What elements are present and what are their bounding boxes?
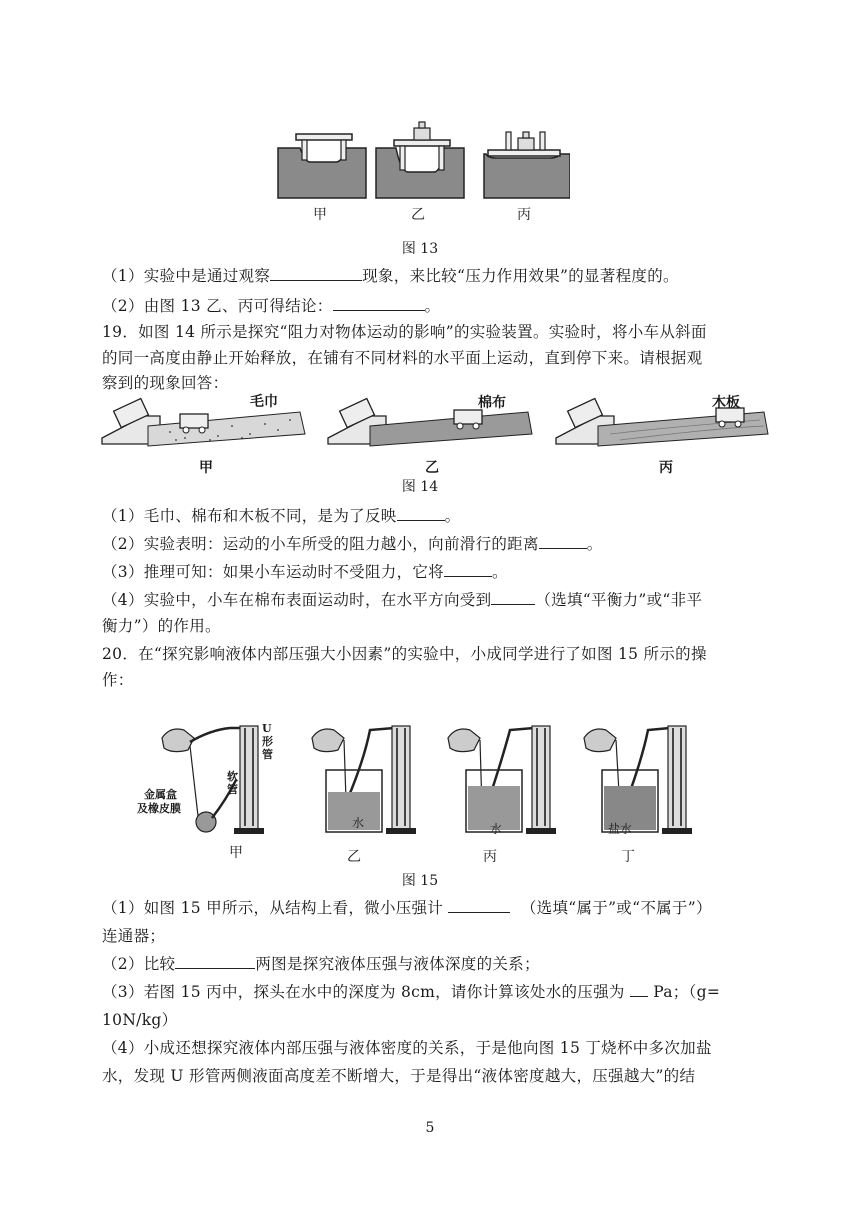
fig13-caption: 图 13 — [401, 241, 439, 257]
q19-intro-1: 19．如图 14 所示是探究“阻力对物体运动的影响”的实验装置。实验时，将小车从斜面 — [102, 323, 707, 341]
fig15-label-ding: 丁 — [621, 849, 635, 865]
fig13-sponge-bing — [484, 132, 570, 198]
fig13-sponge-jia — [278, 134, 366, 198]
fig15-label-bing: 丙 — [483, 849, 497, 865]
fig14-surface-cotton: 棉布 — [478, 395, 506, 411]
q19-intro-3: 察到的现象回答： — [102, 374, 229, 392]
blank[interactable] — [175, 952, 255, 969]
figure-14 — [100, 394, 770, 456]
blank[interactable] — [270, 264, 362, 281]
fig14-label-bing: 丙 — [659, 460, 673, 476]
q18-part1: （1）实验中是通过观察 现象，来比较“压力作用效果”的显著程度的。 — [102, 264, 679, 288]
q20-part1-cont: 连通器； — [102, 927, 166, 945]
q20-part4-line1: （4）小成还想探究液体内部压强与液体密度的关系，于是他向图 15 丁烧杯中多次加盐 — [102, 1039, 712, 1057]
q20-intro-2: 作： — [102, 671, 134, 689]
blank[interactable] — [444, 560, 492, 577]
q20-part4-line2: 水，发现 U 形管两侧液面高度差不断增大，于是得出“液体密度越大，压强越大”的结 — [102, 1067, 696, 1085]
fig15-label-yi: 乙 — [347, 849, 361, 865]
q19-part4: （4）实验中，小车在棉布表面运动时，在水平方向受到 （选填“平衡力”或“非平 — [102, 588, 702, 612]
q19-part3: （3）推理可知：如果小车运动时不受阻力，它将 。 — [102, 560, 508, 584]
blank[interactable] — [333, 294, 425, 311]
fig15-liquid-ding: 盐水 — [608, 822, 633, 836]
fig14-label-jia: 甲 — [199, 460, 213, 476]
q20-part3: （3）若图 15 丙中，探头在水中的深度为 8cm，请你计算该处水的压强为 Pa；（g= — [102, 980, 720, 1004]
fig15-liquid-yi: 水 — [352, 816, 365, 830]
blank[interactable] — [397, 504, 445, 521]
q19-part4-cont: 衡力”）的作用。 — [102, 617, 221, 635]
fig13-sponge-yi — [376, 122, 464, 198]
fig15-hose-label: 软管 — [227, 770, 238, 796]
fig15-setup-jia — [162, 726, 264, 834]
q20-part2: （2）比较 两图是探究液体压强与液体深度的关系； — [102, 952, 540, 976]
fig15-label-jia: 甲 — [229, 845, 243, 861]
q18-part2: （2）由图 13 乙、丙可得结论： 。 — [102, 294, 440, 318]
blank[interactable] — [539, 532, 587, 549]
fig14-caption: 图 14 — [401, 479, 439, 495]
q19-intro-2: 的同一高度由静止开始释放，在铺有不同材料的水平面上运动，直到停下来。请根据观 — [102, 349, 703, 367]
fig14-surface-wood: 木板 — [712, 395, 740, 411]
blank[interactable] — [448, 896, 510, 913]
page-number: 5 — [425, 1120, 435, 1136]
fig15-setup-bing — [448, 726, 556, 834]
blank[interactable] — [491, 588, 535, 605]
fig14-label-yi: 乙 — [425, 460, 439, 476]
blank[interactable] — [630, 980, 648, 997]
fig15-utube-label: U形管 — [262, 722, 273, 761]
figure-13 — [270, 118, 570, 200]
q20-part1: （1）如图 15 甲所示，从结构上看，微小压强计 （选填“属于”或“不属于”） — [102, 896, 712, 920]
fig15-caption: 图 15 — [401, 873, 439, 889]
fig13-label-bing: 丙 — [517, 207, 531, 223]
q19-part1: （1）毛巾、棉布和木板不同，是为了反映 。 — [102, 504, 460, 528]
fig15-probe-label-1: 金属盒 — [144, 788, 177, 801]
q19-part2: （2）实验表明：运动的小车所受的阻力越小，向前滑行的距离 。 — [102, 532, 603, 556]
fig13-label-yi: 乙 — [411, 207, 425, 223]
fig15-liquid-bing: 水 — [490, 822, 503, 836]
fig15-probe-label-2: 及橡皮膜 — [137, 802, 181, 815]
fig14-surface-towel: 毛巾 — [250, 394, 278, 410]
fig15-setup-ding — [584, 726, 692, 834]
q20-part3-cont: 10N/kg） — [102, 1011, 178, 1029]
fig13-label-jia: 甲 — [313, 207, 327, 223]
q20-intro-1: 20．在“探究影响液体内部压强大小因素”的实验中，小成同学进行了如图 15 所示的操 — [102, 645, 707, 663]
